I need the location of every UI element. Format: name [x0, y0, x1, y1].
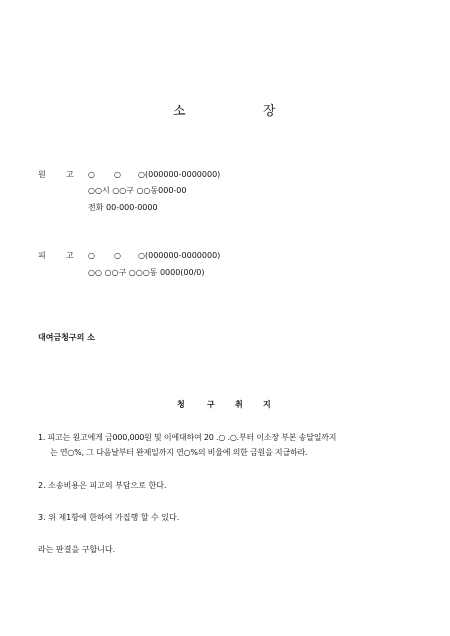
defendant-role-char-2: 고 — [66, 251, 74, 260]
closing-statement: 라는 판결을 구합니다. — [38, 545, 116, 554]
plaintiff-address: ○○시 ○○구 ○○동000-00 — [88, 186, 187, 195]
defendant-name-char-2: ○ — [114, 251, 121, 260]
plaintiff-phone: 전화 00-000-0000 — [88, 203, 158, 212]
plaintiff-name-char-1: ○ — [88, 170, 95, 179]
claim-heading-char-1: 청 — [177, 400, 185, 409]
plaintiff-name-char-2: ○ — [114, 170, 121, 179]
claim-heading-char-4: 지 — [263, 400, 271, 409]
title-char-1: 소 — [173, 104, 186, 119]
defendant-address: ○○ ○○구 ○○○동 0000(00/0) — [88, 268, 205, 277]
defendant-name-id: ○(000000-0000000) — [138, 251, 221, 260]
claim-item-2: 2. 소송비용은 피고의 부담으로 한다. — [38, 481, 167, 490]
title-char-2: 장 — [263, 104, 276, 119]
case-name: 대여금청구의 소 — [38, 333, 95, 342]
claim-item-1-line-2: 는 연○%, 그 다음날부터 완제일까지 연○%의 비율에 의한 금원을 지급하라. — [50, 448, 308, 457]
claim-heading-char-2: 구 — [207, 400, 215, 409]
plaintiff-role-char-1: 원 — [38, 170, 46, 179]
plaintiff-role-char-2: 고 — [66, 170, 74, 179]
defendant-name-char-1: ○ — [88, 251, 95, 260]
claim-item-1-line-1: 1. 피고는 원고에게 금000,000원 및 이에대하여 20 .○ .○.부터 이소장 부본 송달일까지 — [38, 433, 337, 442]
plaintiff-name-id: ○(000000-0000000) — [138, 170, 221, 179]
claim-heading-char-3: 취 — [235, 400, 243, 409]
claim-item-3: 3. 위 제1항에 한하여 가집행 할 수 있다. — [38, 513, 180, 522]
defendant-role-char-1: 피 — [38, 251, 46, 260]
